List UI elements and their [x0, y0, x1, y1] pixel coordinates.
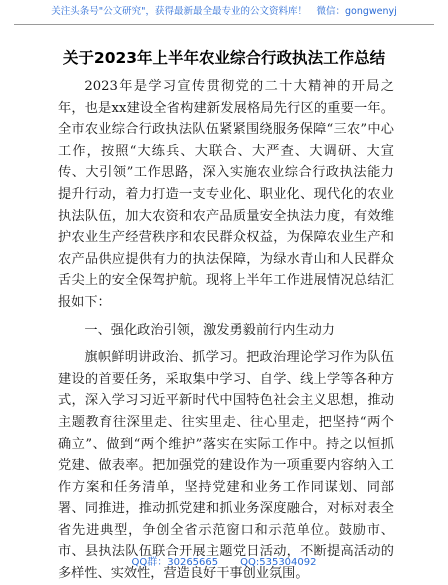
- intro-paragraph: 2023年是学习宣传贯彻党的二十大精神的开局之年，也是xx建设全省构建新发展格局先行区的重要一年。全市农业综合行政执法队伍紧紧围绕服务保障“三农”中心工作，按照“大练兵、大联合、大严查、大调研、大宣传、大引领”工作思路，深入实施农业综合行政执法能力提升行动，着力打造一支专业化、职业化、现代化的农业执法队伍，加大农资和农产品质量安全执法力度，有效维护农业生产经营秩序和农民群众权益，为保障农业生产和农产品供应提供有力的执法保障，为绿水青山和人民群众舌尖上的安全保驾护航。现将上半年工作进展情况总结汇报如下：: [58, 79, 394, 310]
- section-1-paragraph: 旗帜鲜明讲政治、抓学习。把政治理论学习作为队伍建设的首要任务，采取集中学习、自学、线上学等各种方式，深入学习习近平新时代中国特色社会主义思想，推动主题教育往深里走、往实里走、往心里走，把坚持“两个确立”、做到“两个维护”落实在实际工作中。持之以恒抓党建、做表率。把加强党的建设作为一项重要内容纳入工作方案和任务清单，坚持党建和业务工作同谋划、同部署、同推进，推动抓党建和抓业务深度融合，对标对表全省先进典型，争创全省示范窗口和示范单位。鼓励市、市、县执法队伍联合开展主题党日活动，不断提高活动的多样性、实效性，营造良好干事创业氛围。: [58, 350, 394, 582]
- document-body: [58, 76, 394, 585]
- footer-qq: QQ:535304092: [240, 557, 317, 568]
- footer-contact: [0, 556, 448, 570]
- section-1-heading: 一、强化政治引领，激发勇毅前行内生动力: [84, 322, 335, 338]
- document-title: 关于2023年上半年农业综合行政执法工作总结: [62, 49, 386, 67]
- header-divider: [14, 24, 434, 25]
- footer-qq-group: QQ群：30265665: [131, 557, 219, 568]
- header-notice: 关注头条号"公文研究"，获得最新最全最专业的公文资料库！ 微信：gongwenyj: [51, 6, 397, 17]
